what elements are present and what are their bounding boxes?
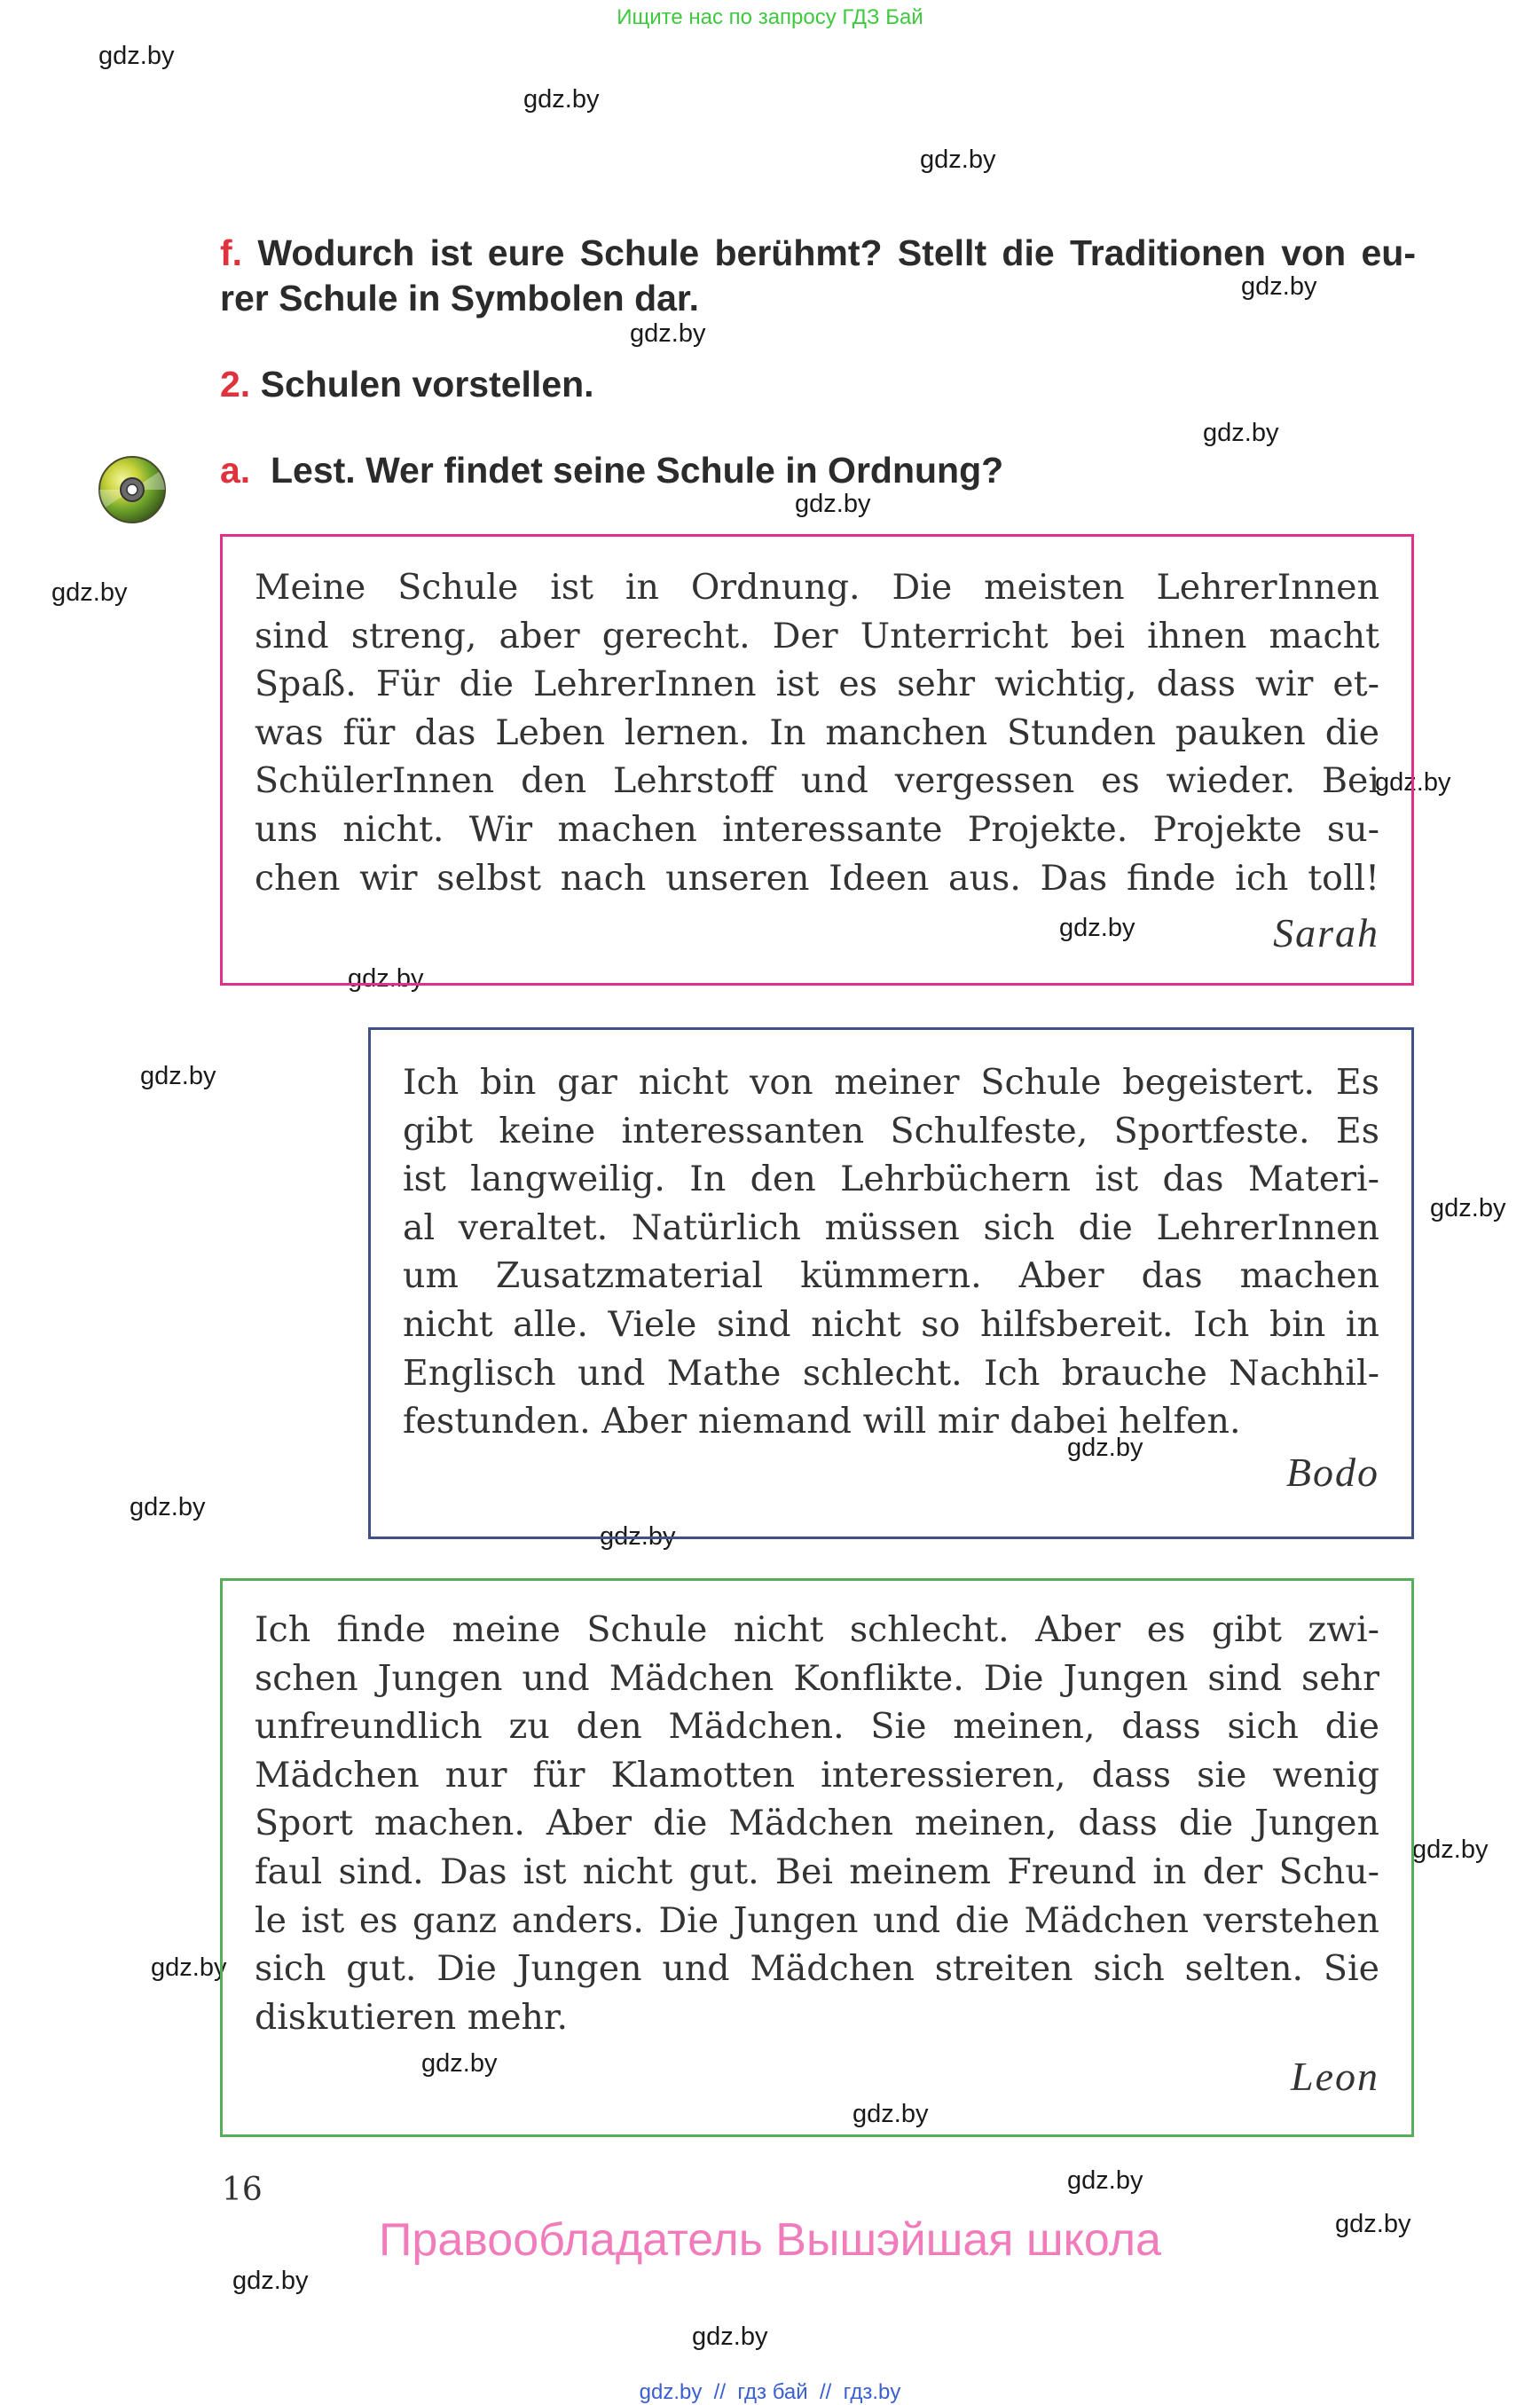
watermark: gdz.by <box>151 1953 227 1982</box>
text-line: gibt keine interessanten Schulfeste, Sportfeste. Es <box>403 1110 1379 1151</box>
task-a <box>220 448 1003 493</box>
text-line: faul sind. Das ist nicht gut. Bei meinem Freund in der Schu- <box>255 1851 1379 1892</box>
rights-holder: Правообладатель Вышэйшая школа <box>379 2214 1161 2266</box>
watermark: gdz.by <box>1241 272 1317 301</box>
search-banner[interactable]: Ищите нас по запросу ГДЗ Бай <box>617 5 923 29</box>
watermark: gdz.by <box>1412 1835 1489 1864</box>
text-line: al veraltet. Natürlich müssen sich die LehrerInnen <box>403 1206 1379 1248</box>
text-line: Mädchen nur für Klamotten interessieren, dass sie wenig <box>255 1754 1379 1796</box>
text-line: nicht alle. Viele sind nicht so hilfsbereit. Ich bin in <box>403 1303 1379 1345</box>
watermark: gdz.by <box>1059 914 1135 942</box>
task-2 <box>220 362 594 407</box>
text-box-leon <box>220 1578 1414 2137</box>
page-number: 16 <box>222 2172 263 2208</box>
watermark: gdz.by <box>852 2100 929 2128</box>
task-text-line: Wodurch ist eure Schule berühmt? Stellt die Traditionen von eu- <box>257 232 1416 273</box>
text-line: sich gut. Die Jungen und Mädchen streiten sich selten. Sie <box>255 1948 1379 1990</box>
watermark: gdz.by <box>1430 1194 1506 1222</box>
text-body <box>255 1606 1379 2041</box>
signature: Leon <box>1291 2054 1379 2099</box>
watermark: gdz.by <box>98 42 175 70</box>
cd-icon[interactable] <box>97 454 168 525</box>
text-line: le ist es ganz anders. Die Jungen und die Mädchen verstehen <box>255 1899 1379 1941</box>
watermark: gdz.by <box>523 85 600 114</box>
text-body <box>255 563 1379 902</box>
text-line: um Zusatzmaterial kümmern. Aber das machen <box>403 1255 1379 1297</box>
text-line: Englisch und Mathe schlecht. Ich brauche Nachhil- <box>403 1352 1379 1394</box>
watermark: gdz.by <box>600 1522 676 1551</box>
text-line: Sport machen. Aber die Mädchen meinen, dass die Jungen <box>255 1803 1379 1844</box>
text-line: unfreundlich zu den Mädchen. Sie meinen, dass sich die <box>255 1706 1379 1748</box>
signature: Bodo <box>1285 1450 1379 1495</box>
text-line: Ich bin gar nicht von meiner Schule begeistert. Es <box>403 1062 1379 1103</box>
footer-links[interactable]: gdz.by // гдз бай // гдз.by <box>639 2380 901 2404</box>
text-line: schen Jungen und Mädchen Konflikte. Die Jungen sind sehr <box>255 1657 1379 1699</box>
task-f <box>220 231 1416 321</box>
watermark: gdz.by <box>920 145 996 174</box>
watermark: gdz.by <box>348 964 424 993</box>
watermark: gdz.by <box>421 2049 498 2078</box>
watermark: gdz.by <box>140 1062 216 1090</box>
watermark: gdz.by <box>51 578 128 607</box>
watermark: gdz.by <box>1203 419 1279 447</box>
text-body <box>403 1058 1379 1446</box>
text-line: Ich finde meine Schule nicht schlecht. Aber es gibt zwi- <box>255 1609 1379 1650</box>
text-line: uns nicht. Wir machen interessante Projekte. Projekte su- <box>255 808 1379 850</box>
task-text: Lest. Wer findet seine Schule in Ordnung? <box>271 450 1004 491</box>
watermark: gdz.by <box>130 1493 206 1521</box>
text-line: Spaß. Für die LehrerInnen ist es sehr wichtig, dass wir et- <box>255 664 1379 705</box>
text-line: ist langweilig. In den Lehrbüchern ist das Materi- <box>403 1159 1379 1200</box>
text-line: diskutieren mehr. <box>255 1996 569 2038</box>
watermark: gdz.by <box>1067 2166 1143 2195</box>
watermark: gdz.by <box>795 490 871 518</box>
task-text-line: rer Schule in Symbolen dar. <box>220 278 700 318</box>
text-line: chen wir selbst nach unseren Ideen aus. Das finde ich toll! <box>255 857 1379 899</box>
text-line: was für das Leben lernen. In manchen Stunden pauken die <box>255 711 1379 753</box>
task-text: Schulen vorstellen. <box>260 364 594 405</box>
task-number: a. <box>220 450 251 491</box>
text-box-sarah <box>220 534 1414 986</box>
watermark: gdz.by <box>232 2267 309 2295</box>
text-line: sind streng, aber gerecht. Der Unterricht bei ihnen macht <box>255 615 1379 656</box>
task-number: f. <box>220 232 243 273</box>
task-number: 2. <box>220 364 251 405</box>
watermark: gdz.by <box>1067 1434 1143 1462</box>
signature: Sarah <box>1273 910 1379 955</box>
watermark: gdz.by <box>1375 768 1451 797</box>
text-line: SchülerInnen den Lehrstoff und vergessen es wieder. Bei <box>255 760 1379 802</box>
text-line: Meine Schule ist in Ordnung. Die meisten LehrerInnen <box>255 567 1379 608</box>
watermark: gdz.by <box>630 319 706 348</box>
watermark: gdz.by <box>692 2322 768 2351</box>
text-box-bodo <box>368 1027 1414 1539</box>
text-line: festunden. Aber niemand will mir dabei helfen. <box>403 1401 1241 1442</box>
watermark: gdz.by <box>1335 2210 1411 2238</box>
